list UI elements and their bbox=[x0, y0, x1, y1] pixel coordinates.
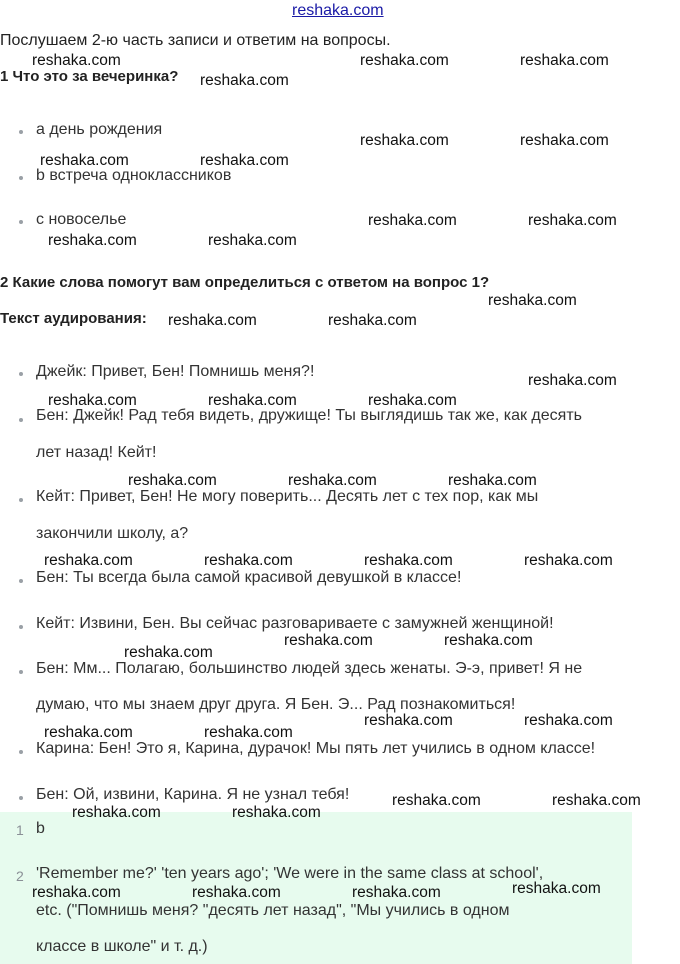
watermark: reshaka.com bbox=[368, 392, 457, 409]
option-b: b встреча одноклассников bbox=[36, 167, 232, 184]
watermark: reshaka.com bbox=[44, 552, 133, 569]
question-2-label: 2 Какие слова помогут вам определиться с ответом на вопрос 1? bbox=[0, 274, 490, 291]
transcript-line-cont: думаю, что мы знаем друг друга. Я Бен. Э... Рад познакомиться! bbox=[36, 696, 516, 713]
watermark: reshaka.com bbox=[124, 644, 213, 661]
watermark: reshaka.com bbox=[200, 72, 289, 89]
watermark: reshaka.com bbox=[72, 804, 161, 821]
watermark: reshaka.com bbox=[392, 792, 481, 809]
bullet-dot bbox=[19, 418, 23, 422]
watermark: reshaka.com bbox=[364, 712, 453, 729]
option-a: a день рождения bbox=[36, 121, 163, 138]
watermark: reshaka.com bbox=[360, 132, 449, 149]
watermark: reshaka.com bbox=[168, 312, 257, 329]
watermark: reshaka.com bbox=[48, 232, 137, 249]
bullet-dot bbox=[19, 670, 23, 674]
transcript-line: Бен: Ой, извини, Карина. Я не узнал тебя! bbox=[36, 786, 350, 803]
watermark: reshaka.com bbox=[552, 792, 641, 809]
watermark: reshaka.com bbox=[528, 212, 617, 229]
answer-text: b bbox=[36, 820, 45, 837]
watermark: reshaka.com bbox=[32, 884, 121, 901]
answer-number: 1 bbox=[16, 822, 24, 838]
watermark: reshaka.com bbox=[204, 552, 293, 569]
watermark: reshaka.com bbox=[528, 372, 617, 389]
answer-number: 2 bbox=[16, 868, 24, 884]
watermark: reshaka.com bbox=[44, 724, 133, 741]
watermark: reshaka.com bbox=[200, 152, 289, 169]
intro-text: Послушаем 2-ю часть записи и ответим на вопросы. bbox=[0, 32, 391, 49]
transcript-line: Бен: Джейк! Рад тебя видеть, дружище! Ты выглядишь так же, как десять bbox=[36, 407, 582, 424]
transcript-line: Кейт: Привет, Бен! Не могу поверить... Десять лет с тех пор, как мы bbox=[36, 488, 539, 505]
bullet-dot bbox=[19, 372, 23, 376]
answer-text-cont: классе в школе" и т. д.) bbox=[36, 938, 208, 955]
watermark: reshaka.com bbox=[520, 52, 609, 69]
bullet-dot bbox=[19, 130, 23, 134]
watermark: reshaka.com bbox=[520, 132, 609, 149]
watermark: reshaka.com bbox=[284, 632, 373, 649]
watermark: reshaka.com bbox=[48, 392, 137, 409]
watermark: reshaka.com bbox=[192, 884, 281, 901]
transcript-line: Кейт: Извини, Бен. Вы сейчас разговариваете с замужней женщиной! bbox=[36, 615, 554, 632]
watermark: reshaka.com bbox=[208, 392, 297, 409]
watermark: reshaka.com bbox=[328, 312, 417, 329]
site-header-link[interactable]: reshaka.com bbox=[292, 2, 384, 19]
watermark: reshaka.com bbox=[368, 212, 457, 229]
watermark: reshaka.com bbox=[232, 804, 321, 821]
bullet-dot bbox=[19, 750, 23, 754]
bullet-dot bbox=[19, 220, 23, 224]
transcript-line: Джейк: Привет, Бен! Помнишь меня?! bbox=[36, 363, 315, 380]
watermark: reshaka.com bbox=[364, 552, 453, 569]
watermark: reshaka.com bbox=[512, 880, 601, 897]
watermark: reshaka.com bbox=[524, 552, 613, 569]
watermark: reshaka.com bbox=[208, 232, 297, 249]
watermark: reshaka.com bbox=[352, 884, 441, 901]
bullet-dot bbox=[19, 796, 23, 800]
answer-text: 'Remember me?' 'ten years ago'; 'We were in the same class at school', bbox=[36, 865, 544, 882]
watermark: reshaka.com bbox=[488, 292, 577, 309]
watermark: reshaka.com bbox=[524, 712, 613, 729]
watermark: reshaka.com bbox=[40, 152, 129, 169]
bullet-dot bbox=[19, 579, 23, 583]
watermark: reshaka.com bbox=[32, 52, 121, 69]
watermark: reshaka.com bbox=[448, 472, 537, 489]
watermark: reshaka.com bbox=[204, 724, 293, 741]
watermark: reshaka.com bbox=[444, 632, 533, 649]
question-1-label: 1 Что это за вечеринка? bbox=[0, 68, 179, 85]
transcript-label: Текст аудирования: bbox=[0, 310, 147, 327]
bullet-dot bbox=[19, 176, 23, 180]
transcript-line: Карина: Бен! Это я, Карина, дурачок! Мы пять лет учились в одном классе! bbox=[36, 740, 596, 757]
answer-text-cont: etc. ("Помнишь меня? "десять лет назад", "Мы учились в одном bbox=[36, 902, 510, 919]
bullet-dot bbox=[19, 625, 23, 629]
watermark: reshaka.com bbox=[128, 472, 217, 489]
transcript-line: Бен: Ты всегда была самой красивой девушкой в классе! bbox=[36, 569, 462, 586]
transcript-line-cont: лет назад! Кейт! bbox=[36, 444, 157, 461]
transcript-line-cont: закончили школу, а? bbox=[36, 525, 189, 542]
watermark: reshaka.com bbox=[288, 472, 377, 489]
transcript-line: Бен: Мм... Полагаю, большинство людей здесь женаты. Э-э, привет! Я не bbox=[36, 660, 583, 677]
watermark: reshaka.com bbox=[360, 52, 449, 69]
bullet-dot bbox=[19, 498, 23, 502]
option-c: c новоселье bbox=[36, 211, 127, 228]
